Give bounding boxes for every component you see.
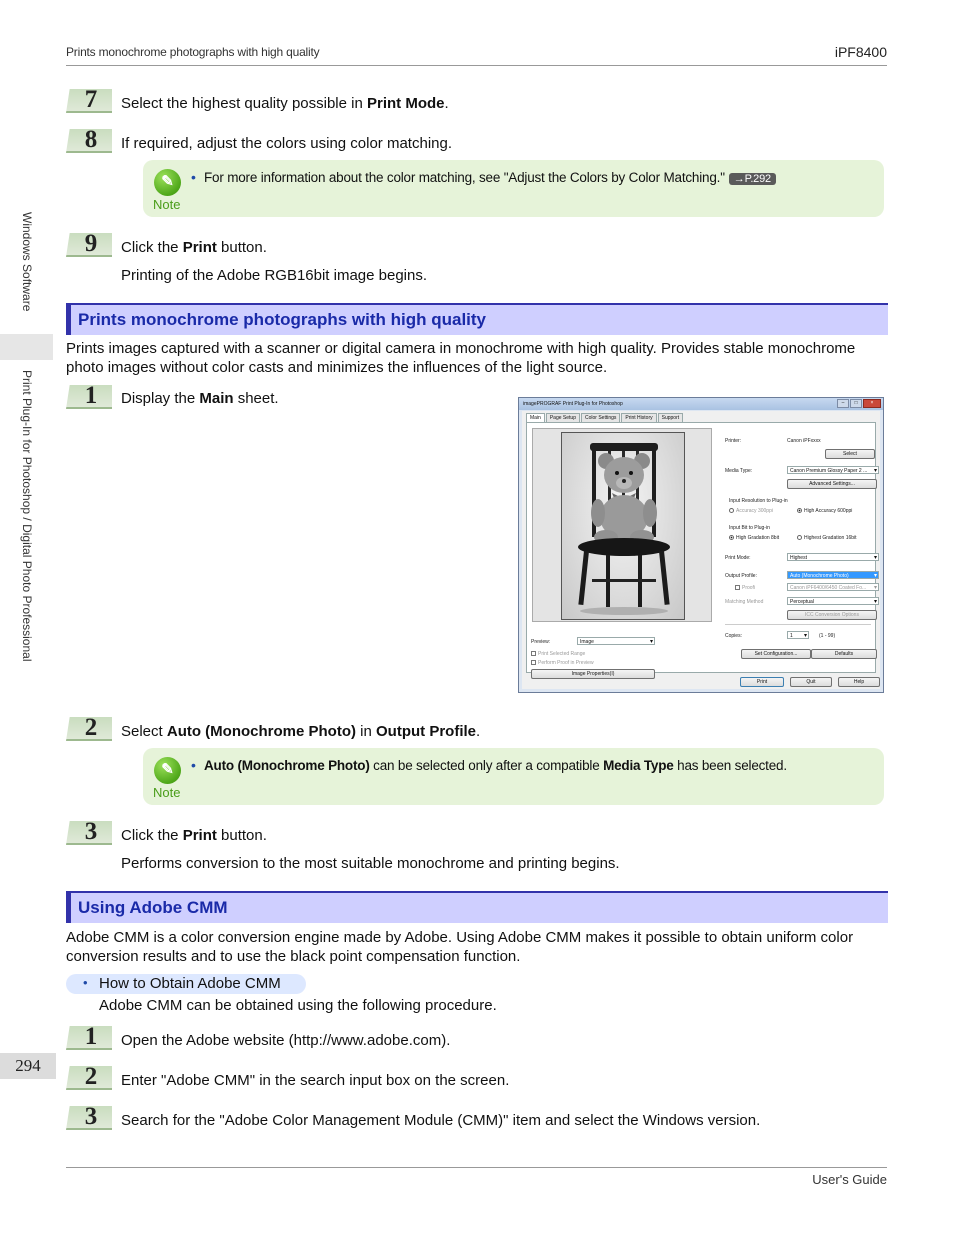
radio-accuracy-300[interactable]: Accuracy 300ppi (729, 508, 773, 514)
defaults-button[interactable]: Defaults (811, 649, 877, 659)
copies-label: Copies: (725, 633, 742, 639)
step-text: Display the Main sheet. (121, 390, 279, 407)
help-button[interactable]: Help (838, 677, 880, 687)
step-text: If required, adjust the colors using color matching. (121, 135, 453, 152)
step-number-badge: 8 (66, 129, 112, 155)
minimize-icon[interactable]: – (837, 399, 849, 408)
tab-page-setup[interactable]: Page Setup (546, 413, 580, 422)
step-number-badge: 3 (66, 821, 112, 847)
note-box (143, 160, 884, 217)
step-text: Select Auto (Monochrome Photo) in Output Profile. (121, 723, 481, 740)
copies-range: (1 - 99) (819, 633, 836, 639)
section-heading (66, 891, 888, 923)
maximize-icon[interactable]: □ (850, 399, 862, 408)
step-text: Click the Print button. (121, 239, 267, 256)
print-mode-label: Print Mode: (725, 555, 751, 561)
section-heading (66, 303, 888, 335)
footer-rule (66, 1167, 887, 1168)
step-text: Click the Print button. (121, 827, 267, 844)
copies-stepper[interactable]: 1 ▾ (787, 631, 809, 639)
printer-value: Canon iPFxxxx (787, 438, 821, 444)
dialog-tabs (526, 413, 684, 422)
step-number-badge: 1 (66, 385, 112, 411)
note-label: Note (153, 785, 181, 800)
input-bit-label: Input Bit to Plug-in (729, 525, 770, 531)
tab-support[interactable]: Support (658, 413, 684, 422)
step-text: Enter "Adobe CMM" in the search input box on the screen. (121, 1072, 510, 1089)
preview-select[interactable]: Image ▾ (577, 637, 655, 645)
page-number: 294 (0, 1053, 56, 1079)
note-pencil-icon: ✎ (154, 169, 181, 196)
image-properties-button[interactable]: Image Properties(I) (531, 669, 655, 679)
running-header-model: iPF8400 (834, 44, 887, 60)
matching-method-label: Matching Method (725, 599, 764, 605)
step-description: Printing of the Adobe RGB16bit image begins. (121, 267, 428, 284)
preview-area (532, 428, 712, 622)
note-text: Auto (Monochrome Photo) can be selected only after a compatible Media Type has been selected. (204, 758, 787, 773)
radio-16bit[interactable]: Highest Gradation 16bit (797, 535, 857, 541)
print-mode-select[interactable]: Highest ▾ (787, 553, 879, 561)
step-number-badge: 2 (66, 717, 112, 743)
section-intro: Prints images captured with a scanner or digital camera in monochrome with high quality. Provides stable monochrome photo images without color casts and minimizes the influences of the light source. (66, 340, 856, 376)
section-title: Using Adobe CMM (78, 898, 228, 917)
dialog-titlebar (519, 398, 883, 410)
matching-method-select[interactable]: Perceptual ▾ (787, 597, 879, 605)
close-icon[interactable]: × (863, 399, 881, 408)
print-selected-range-checkbox[interactable]: Print Selected Range (531, 651, 585, 657)
step-text: Open the Adobe website (http://www.adobe.com). (121, 1032, 451, 1049)
side-tab-windows-software: Windows Software (20, 212, 34, 312)
preview-label: Preview: (531, 639, 551, 645)
subheading-text: How to Obtain Adobe CMM (99, 975, 281, 992)
output-profile-select[interactable]: Auto (Monochrome Photo) ▾ (787, 571, 879, 579)
note-label: Note (153, 197, 181, 212)
bullet-icon: • (191, 169, 196, 185)
tab-color-settings[interactable]: Color Settings (581, 413, 620, 422)
set-configuration-button[interactable]: Set Configuration... (741, 649, 811, 659)
input-resolution-label: Input Resolution to Plug-in (729, 498, 788, 504)
page-reference-link[interactable]: →P.292 (729, 173, 776, 185)
output-profile-label: Output Profile: (725, 573, 757, 579)
step-number-badge: 3 (66, 1106, 112, 1132)
step-text: Select the highest quality possible in Print Mode. (121, 95, 449, 112)
step-description: Performs conversion to the most suitable monochrome and printing begins. (121, 855, 620, 872)
step-text: Search for the "Adobe Color Management Module (CMM)" item and select the Windows version. (121, 1112, 761, 1129)
section-title: Prints monochrome photographs with high quality (78, 310, 486, 329)
perform-proof-checkbox[interactable]: Perform Proof in Preview (531, 660, 594, 666)
dialog-title: imagePROGRAF Print Plug-In for Photoshop (523, 401, 623, 407)
note-pencil-icon: ✎ (154, 757, 181, 784)
print-button[interactable]: Print (740, 677, 784, 687)
icc-conversion-options-button[interactable]: ICC Conversion Options (787, 610, 877, 620)
side-tab-plugin: Print Plug-In for Photoshop / Digital Photo Professional (20, 370, 34, 662)
subheading-description: Adobe CMM can be obtained using the following procedure. (99, 997, 497, 1014)
section-intro: Adobe CMM is a color conversion engine made by Adobe. Using Adobe CMM makes it possible to obtain uniform color conversion results and to use the black point compensation function. (66, 929, 854, 965)
tab-main[interactable]: Main (526, 413, 545, 422)
select-printer-button[interactable]: Select (825, 449, 875, 459)
step-number-badge: 2 (66, 1066, 112, 1092)
printer-label: Printer: (725, 438, 742, 444)
header-rule (66, 65, 887, 66)
step-number-badge: 7 (66, 89, 112, 115)
advanced-settings-button[interactable]: Advanced Settings... (787, 479, 877, 489)
side-tab-highlight (0, 334, 53, 360)
step-number-badge: 9 (66, 233, 112, 259)
bullet-icon: • (191, 757, 196, 773)
note-text: For more information about the color matching, see "Adjust the Colors by Color Matching." →P.292 (204, 170, 776, 185)
proof-select[interactable]: Canon iPF6400/6450 Coated Fo... ▾ (787, 583, 879, 591)
proof-checkbox[interactable]: Proofi (735, 585, 755, 591)
plugin-dialog-screenshot (518, 397, 884, 693)
radio-8bit[interactable]: High Gradation 8bit (729, 535, 779, 541)
tab-print-history[interactable]: Print History (621, 413, 656, 422)
quit-button[interactable]: Quit (790, 677, 832, 687)
step-number-badge: 1 (66, 1026, 112, 1052)
subheading-pill (66, 974, 306, 994)
teddy-bear-photo (561, 432, 685, 620)
note-box (143, 748, 884, 805)
media-type-select[interactable]: Canon Premium Glossy Paper 2 ... ▾ (787, 466, 879, 474)
running-header-title: Prints monochrome photographs with high quality (66, 45, 320, 59)
radio-accuracy-600[interactable]: High Accuracy 600ppi (797, 508, 852, 514)
footer-guide-title: User's Guide (812, 1172, 887, 1187)
bullet-icon: • (83, 975, 88, 990)
media-type-label: Media Type: (725, 468, 753, 474)
